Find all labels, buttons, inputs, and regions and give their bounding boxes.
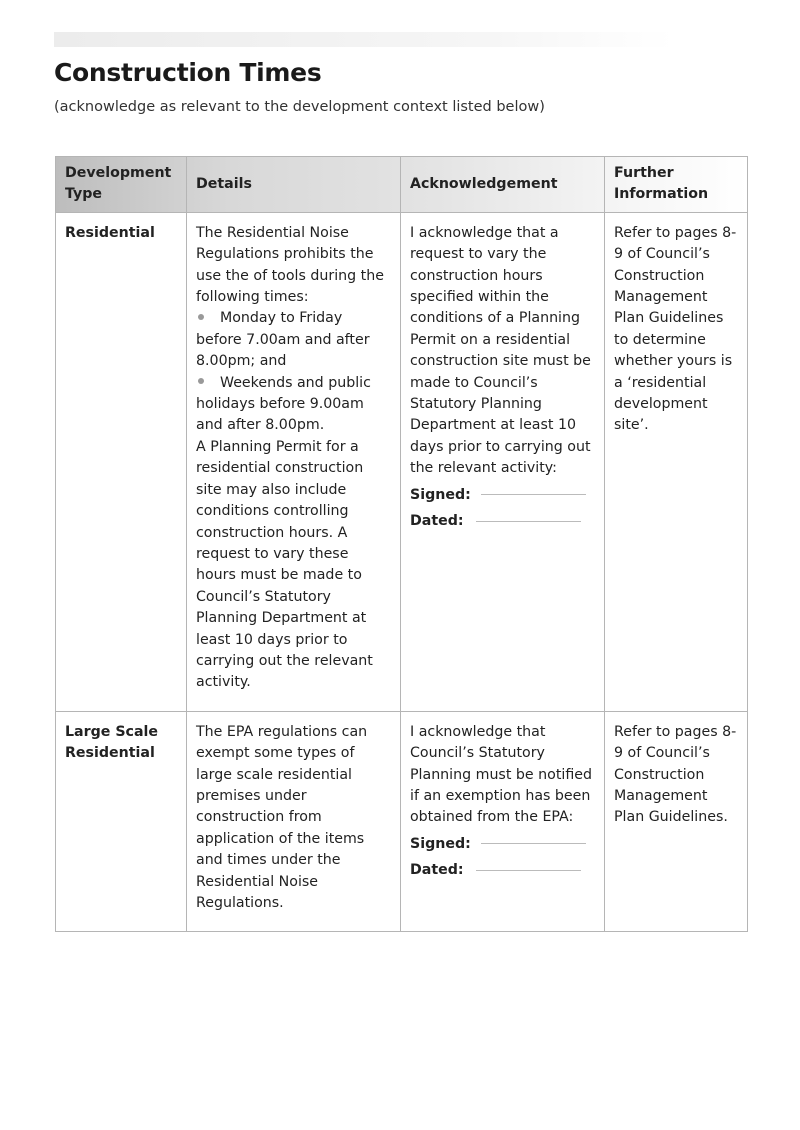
details-outro: A Planning Permit for a residential construction site may also include conditions controlling construction hours. A request to vary these hours must be made to Council’s Statutory Planning Department at least 10 days prior to carrying out the relevant activity. [196,438,373,691]
details-cell [187,212,401,711]
date-line[interactable] [476,870,581,871]
details-cell: The EPA regulations can exempt some types of large scale residential premises under construction from application of the items and times under the Residential Noise Regulations. [187,711,401,931]
signature-line[interactable] [481,494,586,495]
column-header-development-type: Development Type [56,157,187,213]
table-row [56,711,748,931]
column-header-further-information: Further Information [605,157,748,213]
signature-line[interactable] [481,843,586,844]
further-information-cell: Refer to pages 8-9 of Council’s Construction Management Plan Guidelines. [605,711,748,931]
dated-field[interactable]: Dated: [410,860,596,881]
date-line[interactable] [476,521,581,522]
table-header-row [56,157,748,213]
column-header-details: Details [187,157,401,213]
acknowledgement-text: I acknowledge that a request to vary the construction hours specified within the conditions of a Planning Permit on a residential construction site must be made to Council’s Statutory Planning Department at least 10 days prior to carrying out the relevant activity: [410,224,591,477]
page-subtitle: (acknowledge as relevant to the development context listed below) [54,99,545,115]
acknowledgement-cell [401,212,605,711]
signed-field[interactable]: Signed: [410,834,596,855]
details-intro: The Residential Noise Regulations prohibits the use the of tools during the following times: [196,224,384,306]
bullet-icon [198,378,204,384]
dated-field[interactable]: Dated: [410,511,596,532]
signed-field[interactable]: Signed: [410,485,596,506]
further-information-cell: Refer to pages 8-9 of Council’s Construction Management Plan Guidelines to determine whether yours is a ‘residential development site’. [605,212,748,711]
table-row [56,212,748,711]
header-bar [54,32,674,47]
bullet-icon [198,314,204,320]
bullet-item: Weekends and public holidays before 9.00am and after 8.00pm. [196,374,371,434]
page-title: Construction Times [54,58,322,87]
column-header-acknowledgement: Acknowledgement [401,157,605,213]
development-type: Large Scale Residential [56,711,187,931]
construction-times-table [55,156,748,932]
development-type: Residential [56,212,187,711]
acknowledgement-cell [401,711,605,931]
acknowledgement-text: I acknowledge that Council’s Statutory Planning must be notified if an exemption has been obtained from the EPA: [410,723,592,826]
bullet-item: Monday to Friday before 7.00am and after 8.00pm; and [196,310,370,370]
